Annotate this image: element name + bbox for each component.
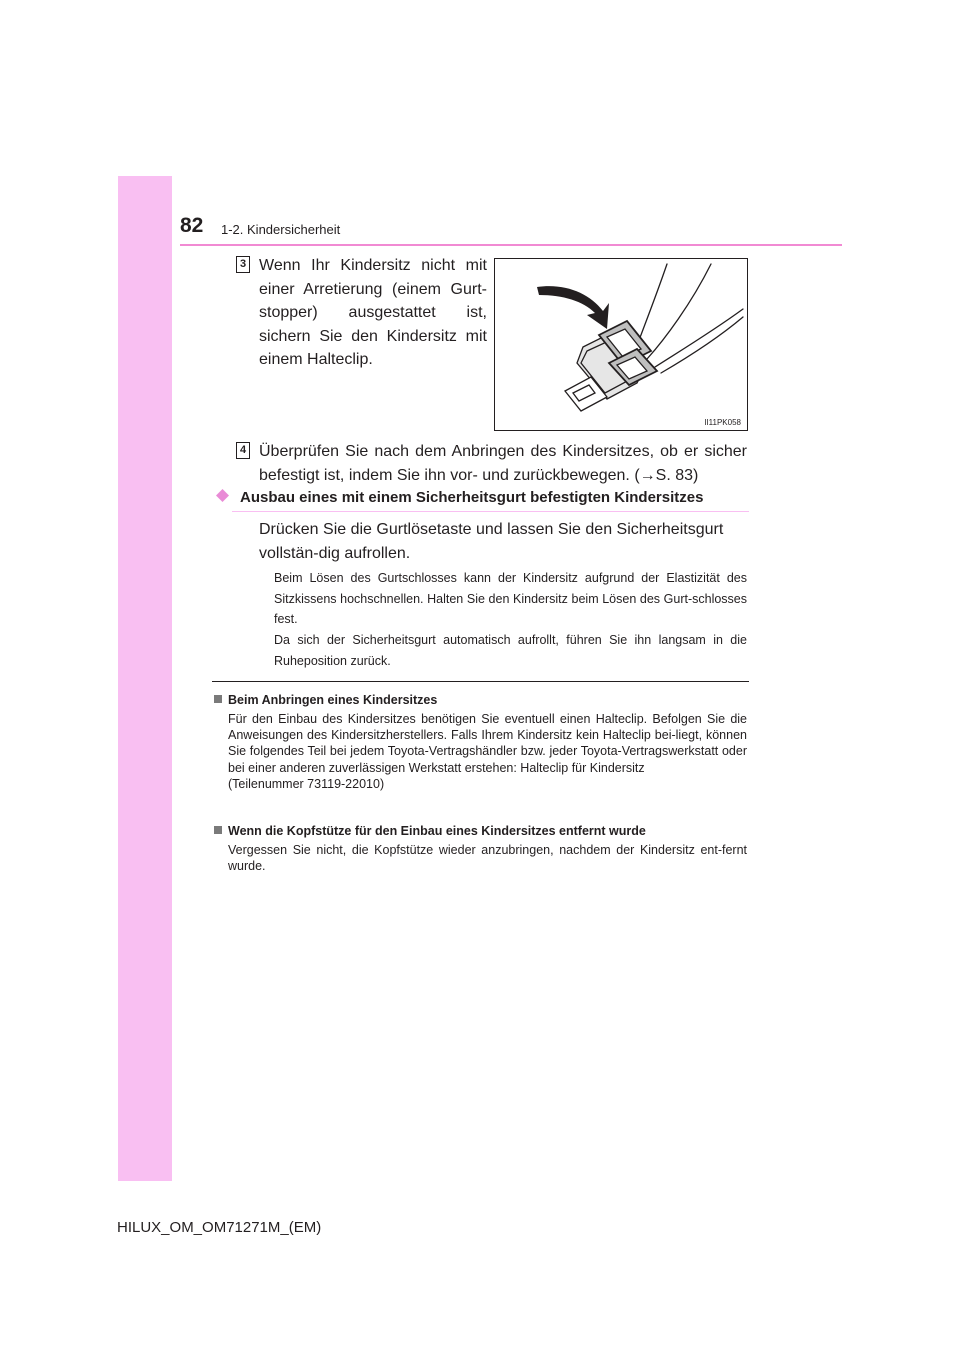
figure-code: II11PK058 [704, 418, 741, 427]
square-bullet-icon [214, 826, 222, 834]
seatbelt-clip-illustration [494, 258, 748, 431]
step-4-text: Überprüfen Sie nach dem Anbringen des Kindersitzes, ob er sicher befestigt ist, indem Sie ihn vor- und zurückbewegen. (→S. 83) [259, 443, 747, 484]
header-rule [180, 244, 842, 246]
notes-divider [212, 681, 749, 682]
info-note-1-body-text: Für den Einbau des Kindersitzes benötigen Sie eventuell einen Halteclip. Befolgen Sie die Anweisungen des Kindersitzherstellers. Falls Ihrem Kindersitz kein Halteclip bei-liegt, können Sie folgendes Teil bei jedem Toyota-Vertragshändler bzw. jeder Toyota-Vertragswerkstatt oder bei einer anderen zuverlässigen Werkstatt erstehen: Halteclip für Kindersitz [228, 712, 747, 775]
info-note-1-body [228, 711, 747, 792]
info-note-2-heading [214, 824, 646, 838]
subsection-rule [232, 511, 749, 512]
step-3-text: Wenn Ihr Kindersitz nicht mit einer Arretierung (einem Gurt-stopper) ausgestattet ist, sichern Sie den Kindersitz mit einem Halteclip. [259, 257, 487, 368]
document-id: HILUX_OM_OM71271M_(EM) [117, 1219, 322, 1236]
page-number: 82 [180, 214, 204, 237]
subsection-heading: Ausbau eines mit einem Sicherheitsgurt befestigten Kindersitzes [240, 489, 704, 506]
page-sidebar [118, 176, 172, 1181]
section-title: 1-2. Kindersicherheit [221, 222, 341, 237]
info-note-1-heading [214, 693, 437, 707]
info-note-2-heading-text: Wenn die Kopfstütze für den Einbau eines Kindersitzes entfernt wurde [228, 824, 646, 838]
square-bullet-icon [214, 695, 222, 703]
pointer-arrow-icon [537, 286, 609, 329]
info-note-2-body: Vergessen Sie nicht, die Kopfstütze wieder anzubringen, nachdem der Kindersitz ent-fernt wurde. [228, 843, 747, 874]
info-note-1-part-number: (Teilenummer 73119-22010) [228, 776, 385, 791]
info-note-1-heading-text: Beim Anbringen eines Kindersitzes [228, 693, 438, 707]
subsection-note-1: Beim Lösen des Gurtschlosses kann der Kindersitz aufgrund der Elastizität des Sitzkissens hochschnellen. Halten Sie den Kindersitz beim Lösen des Gurt-schlosses fest. [274, 571, 747, 626]
seatbelt-clip-drawing [495, 259, 747, 430]
step-number-3: 3 [236, 256, 250, 273]
subsection-note-2: Da sich der Sicherheitsgurt automatisch aufrollt, führen Sie ihn langsam in die Ruheposition zurück. [274, 633, 747, 668]
subsection-text: Drücken Sie die Gurtlösetaste und lassen Sie den Sicherheitsgurt vollstän-dig aufrollen. [259, 521, 724, 562]
diamond-bullet-icon [216, 489, 229, 502]
step-number-4: 4 [236, 442, 250, 459]
